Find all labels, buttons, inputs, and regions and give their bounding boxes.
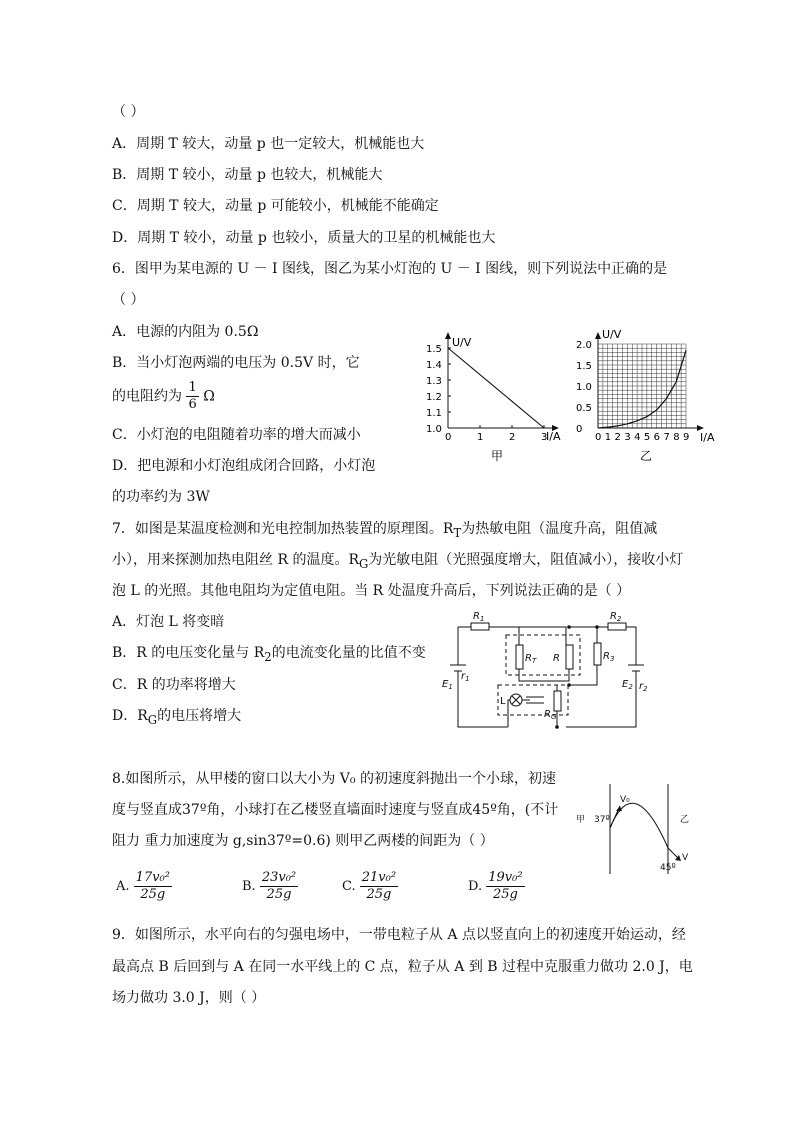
resistor-r2 [608, 623, 626, 630]
x-tick-label: 9 [683, 432, 690, 443]
q6-b-den: 6 [188, 397, 197, 412]
q7-d-text: D．R [112, 708, 148, 724]
projectile-figure [568, 780, 700, 876]
q7-l2-post: 为光敏电阻（光照强度增大，阻值减小），接收小灯 [368, 552, 684, 568]
option-label: B. [242, 879, 256, 894]
q6-option-b-line2 [112, 380, 215, 413]
label-r2-internal: $r_2$ [639, 681, 648, 693]
q8-option-d [468, 870, 525, 903]
option-num: 23v₀² [261, 870, 297, 885]
q6-b-prefix: 的电阻约为 [112, 388, 182, 405]
label-r1-internal: $r_1$ [461, 671, 470, 683]
junction [567, 625, 571, 629]
q5-option-b: B．周期 T 较小，动量 p 也较大，机械能大 [112, 167, 383, 183]
q5-bracket: （ ） [112, 104, 145, 120]
y-tick-label: 1.4 [426, 360, 442, 371]
y-axis-arrow [595, 332, 601, 339]
x-tick-label: 4 [634, 432, 641, 443]
q7-option-d [112, 706, 241, 730]
q9-stem-line1: 9．如图所示，水平向右的匀强电场中，一带电粒子从 A 点以竖直向上的初速度开始运动，经 [112, 927, 686, 943]
q6-option-d-line2: 的功率约为 3W [112, 489, 210, 505]
label-jia: 甲 [576, 815, 586, 825]
label-angle37: 37º [594, 815, 610, 825]
x-tick-label: 6 [653, 432, 661, 443]
q6-b-num: 1 [188, 380, 197, 395]
x-axis-label: I/A [700, 431, 715, 444]
x-tick-label: 1 [604, 432, 612, 443]
x-tick-label: 7 [663, 432, 670, 443]
y-tick-label: 1.2 [426, 392, 442, 403]
q7-d-sub: G [147, 712, 158, 727]
resistor-r1 [471, 623, 489, 630]
option-label: D. [468, 879, 483, 894]
q6-option-a: A．电源的内阻为 0.5Ω [112, 324, 259, 340]
q6-option-d-line1: D．把电源和小灯泡组成闭合回路，小灯泡 [112, 458, 376, 474]
x-tick-label: 1 [477, 432, 484, 443]
x-tick-label: 3 [624, 432, 631, 443]
q6-bracket: （ ） [112, 292, 145, 308]
q5-option-a: A．周期 T 较大，动量 p 也一定较大，机械能也大 [112, 136, 425, 152]
option-num: 19v₀² [488, 870, 523, 885]
y-tick-label: 1.0 [426, 424, 442, 435]
circuit-diagram [436, 605, 646, 733]
label-rg: $R_G$ [544, 709, 557, 721]
y-tick-label: 2.0 [576, 340, 592, 351]
label-l: L [500, 696, 506, 707]
option-label: C. [342, 879, 356, 894]
x-tick-label: 0 [445, 432, 452, 443]
resistor-rg [554, 691, 561, 711]
y-tick-label: 1.5 [426, 344, 442, 355]
y-axis-arrow [445, 332, 451, 339]
q6-option-b-line1: B．当小灯泡两端的电压为 0.5V 时，它 [112, 355, 360, 371]
q7-l1-post: 为热敏电阻（温度升高，阻值减 [461, 521, 658, 537]
q6-b-fraction [186, 380, 198, 413]
q8-stem-line3: 阻力 重力加速度为 g,sin37º=0.6) 则甲乙两楼的间距为（ ） [112, 833, 494, 849]
label-r2: $R_2$ [610, 611, 622, 623]
q5-option-d: D．周期 T 较小，动量 p 也较小，质量大的卫星的机械能也大 [112, 230, 496, 246]
y-tick-label: 1.0 [576, 382, 592, 393]
q8-option-c [342, 870, 398, 903]
q7-l1-text: 7．如图是某温度检测和光电控制加热装置的原理图。R [112, 521, 454, 537]
q7-stem-line3: 泡 L 的光照。其他电阻均为定值电阻。当 R 处温度升高后，下列说法正确的是（ ） [112, 583, 631, 599]
y-axis-label: U/V [602, 328, 622, 341]
label-e2: $E_2$ [622, 679, 633, 691]
q7-l1-sub: T [453, 525, 462, 540]
battery-e2 [628, 665, 644, 671]
q6-stem: 6．图甲为某电源的 U － I 图线，图乙为某小灯泡的 U － I 图线，则下列说法中正确的是 [112, 261, 668, 277]
q7-option-b [112, 643, 426, 667]
resistor-rt [516, 645, 523, 669]
option-den: 25g [266, 887, 292, 902]
option-num: 21v₀² [361, 870, 397, 885]
option-den: 25g [492, 887, 518, 902]
label-angle45: 45º [660, 863, 676, 873]
label-e1: $E_1$ [442, 679, 453, 691]
x-tick-label: 8 [673, 432, 680, 443]
y-tick-label: 1.3 [426, 376, 442, 387]
x-tick-label: 2 [509, 432, 516, 443]
chart-yi [572, 328, 732, 468]
q7-b-sub: 2 [264, 649, 272, 664]
y-tick-label: 1.1 [426, 408, 442, 419]
q7-d-post: 的电压将增大 [157, 708, 242, 724]
q9-stem-line3: 场力做功 3.0 J，则（ ） [112, 990, 266, 1006]
q7-stem-line1 [112, 519, 657, 543]
q7-b-post: 的电流变化量的比值不变 [271, 645, 426, 661]
x-tick-label: 2 [614, 432, 621, 443]
x-axis-label: I/A [546, 430, 561, 443]
q5-option-c: C．周期 T 较大，动量 p 可能较小，机械能不能确定 [112, 198, 439, 214]
junction [595, 625, 599, 629]
q7-l2-sub: G [358, 556, 369, 571]
x-tick-label: 3 [541, 432, 548, 443]
wire [489, 627, 566, 647]
chart-jia [420, 328, 583, 468]
resistor-r3 [594, 643, 601, 665]
junction [555, 725, 559, 729]
label-r1: $R_1$ [473, 611, 485, 623]
chart-caption: 甲 [491, 449, 504, 463]
source-ui-line [448, 348, 544, 428]
option-den: 25g [140, 887, 166, 902]
x-tick-label: 0 [595, 432, 602, 443]
q6-option-c: C．小灯泡的电阻随着功率的增大而减小 [112, 427, 361, 443]
y-tick-label: 0.5 [576, 403, 592, 414]
q9-stem-line2: 最高点 B 后回到与 A 在同一水平线上的 C 点，粒子从 A 到 B 过程中克服重力做功 2.0 J，电 [112, 959, 693, 975]
option-den: 25g [366, 887, 392, 902]
resistor-r [566, 645, 573, 669]
label-r: R [553, 653, 560, 664]
label-yi: 乙 [680, 815, 690, 825]
q7-b-text: B．R 的电压变化量与 R [112, 645, 265, 661]
q7-l2-text: 小），用来探测加热电阻丝 R 的温度。R [112, 552, 359, 568]
junction [567, 683, 571, 687]
label-r3: $R_3$ [603, 651, 615, 663]
label-v: V [682, 853, 689, 863]
y-tick-label: 0 [576, 424, 583, 435]
label-rt: $R_T$ [525, 653, 537, 665]
q7-option-c: C．R 的功率将增大 [112, 677, 236, 693]
label-v0: V₀ [620, 795, 630, 805]
option-label: A. [116, 879, 130, 894]
q6-b-unit: Ω [203, 388, 215, 405]
x-tick-label: 5 [643, 432, 651, 443]
y-axis-label: U/V [452, 336, 472, 349]
y-tick-label: 1.5 [576, 361, 592, 372]
q8-stem-line1: 8.如图所示，从甲楼的窗口以大小为 V₀ 的初速度斜抛出一个小球，初速 [112, 771, 556, 787]
chart-caption: 乙 [640, 449, 653, 463]
option-num: 17v₀² [135, 870, 170, 885]
q8-option-b [242, 870, 298, 903]
q8-stem-line2: 度与竖直成37º角，小球打在乙楼竖直墙面时速度与竖直成45º角，(不计 [112, 802, 559, 818]
q7-stem-line2 [112, 550, 683, 574]
q8-option-a [116, 870, 172, 903]
q7-option-a: A．灯泡 L 将变暗 [112, 614, 225, 630]
